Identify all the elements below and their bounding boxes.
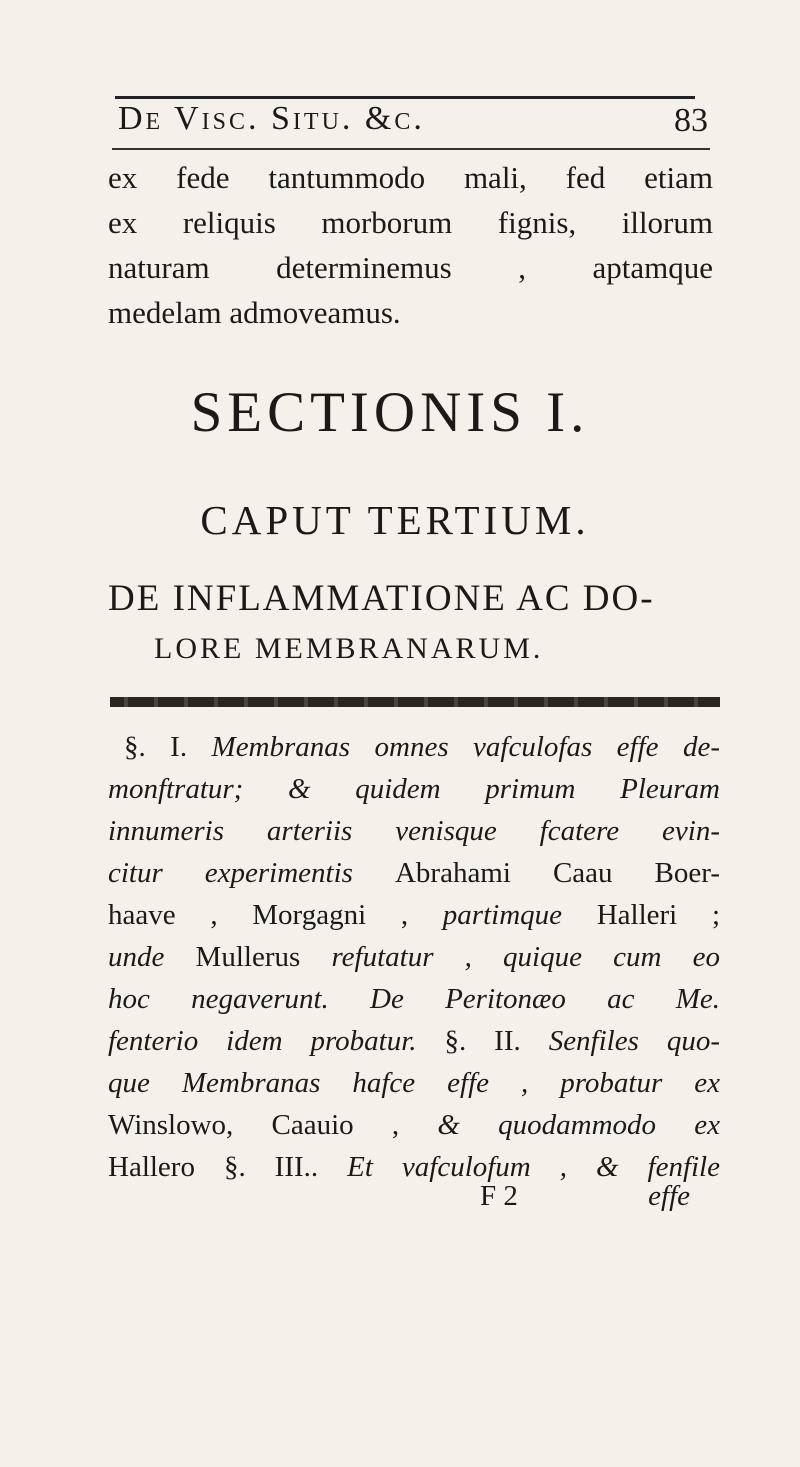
- author-name: haave , Morgagni ,: [108, 899, 443, 931]
- body-line: monftratur; & quidem primum Pleuram: [108, 773, 720, 805]
- body-text-run: Et vafculofum , & fenfile: [347, 1151, 720, 1183]
- body-text-run: partimque: [442, 899, 597, 931]
- ornamental-rule: [110, 697, 720, 707]
- body-line: [108, 1104, 720, 1146]
- top-rule: [115, 96, 695, 99]
- body-text-run: fenterio idem probatur.: [108, 1025, 445, 1057]
- body-line: hoc negaverunt. De Peritonæo ac Me.: [108, 983, 720, 1015]
- author-name: Winslowo, Caauio ,: [108, 1109, 438, 1141]
- chapter-subject: [108, 574, 713, 674]
- body-text-run: unde: [108, 941, 196, 973]
- body-line: innumeris arteriis venisque fcatere evin-: [108, 815, 720, 847]
- header-rule: [112, 148, 710, 150]
- author-name: Halleri ;: [596, 899, 720, 931]
- author-name: Hallero §. III..: [108, 1151, 348, 1183]
- body-line: [108, 1020, 720, 1062]
- body-text-run: Senfiles quo-: [548, 1025, 720, 1057]
- body-line: [108, 852, 720, 894]
- body-text-run: citur experimentis: [108, 857, 395, 889]
- author-name: Mullerus: [195, 941, 332, 973]
- body-line: que Membranas hafce effe , probatur ex: [108, 1067, 720, 1099]
- subject-line: LORE MEMBRANARUM.: [154, 632, 544, 665]
- intro-paragraph: [108, 155, 713, 335]
- body-line: [108, 936, 720, 978]
- intro-line: naturam determinemus , aptamque: [108, 250, 713, 285]
- page-number: 83: [674, 102, 708, 139]
- body-text-run: refutatur , quique cum eo: [331, 941, 721, 973]
- subject-line: DE INFLAMMATIONE AC DO-: [108, 578, 655, 619]
- body-line: [108, 894, 720, 936]
- running-title: De Visc. Situ. &c.: [118, 100, 425, 137]
- body-line: [108, 726, 720, 768]
- intro-line: ex reliquis morborum fignis, illorum: [108, 205, 713, 240]
- signature-mark: F 2: [480, 1180, 518, 1212]
- body-text-run: Membranas omnes vafculofas effe de-: [211, 731, 720, 763]
- intro-line: medelam admoveamus.: [108, 295, 401, 330]
- body-text-run: & quodammodo ex: [437, 1109, 721, 1141]
- page-footer: [108, 1180, 720, 1224]
- running-head: [118, 100, 708, 146]
- catchword: effe: [648, 1180, 690, 1212]
- intro-line: ex fede tantummodo mali, fed etiam: [108, 160, 713, 195]
- chapter-heading: CAPUT TERTIUM.: [200, 497, 590, 543]
- summary-paragraph: [108, 726, 720, 1188]
- section-heading: SECTIONIS I.: [190, 381, 590, 444]
- section-mark: §. II.: [444, 1025, 549, 1057]
- section-mark: §. I.: [124, 731, 212, 763]
- author-name: Abrahami Caau Boer-: [394, 857, 720, 889]
